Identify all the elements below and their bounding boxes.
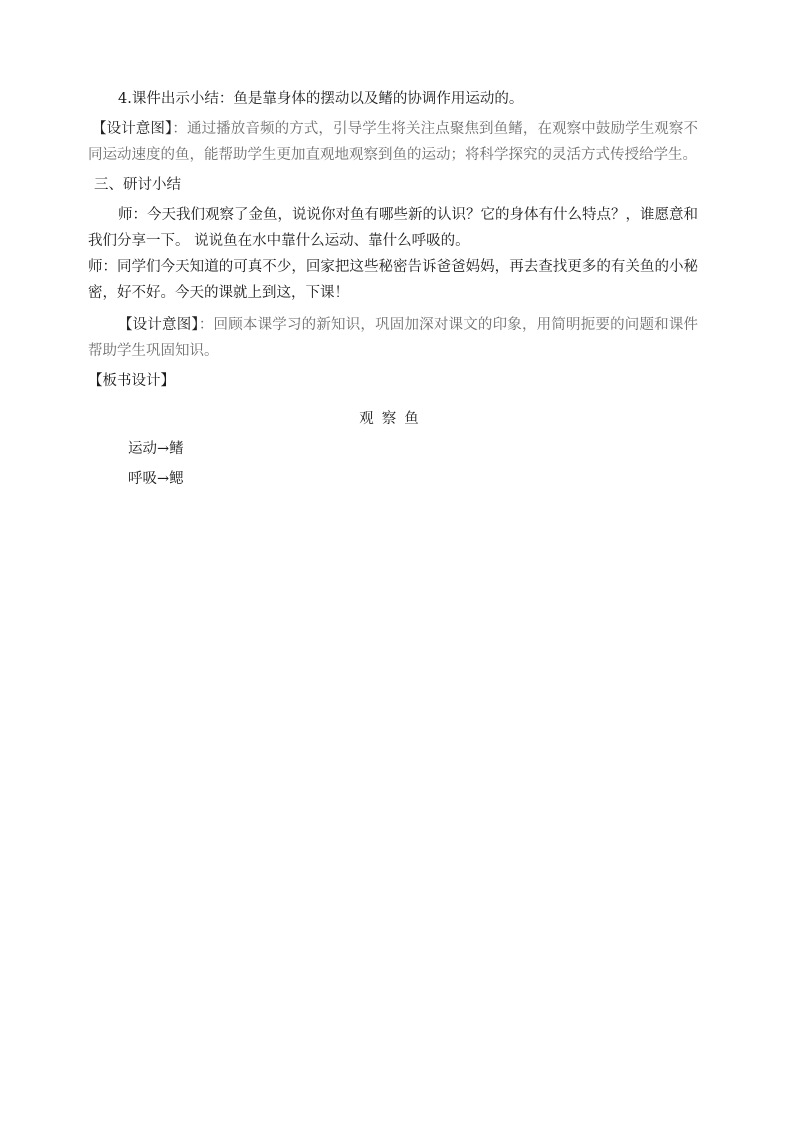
design-intent-label: 【设计意图】 [118,317,199,333]
design-intent-1 [88,116,698,168]
section-heading-discussion: 三、研讨小结 [94,177,181,193]
document-page [88,88,698,490]
design-intent-label: 【设计意图】 [92,121,173,137]
design-intent-2 [88,312,698,364]
teacher-line-1: 师：今天我们观察了金鱼，说说你对鱼有哪些新的认识？它的身体有什么特点？，谁愿意和我们分享一下。 说说鱼在水中靠什么运动、靠什么呼吸的。 [88,207,698,249]
teacher-line-2: 师：同学们今天知道的可真不少，回家把这些秘密告诉爸爸妈妈，再去查找更多的有关鱼的小秘密，好不好。今天的课就上到这，下课！ [88,259,698,301]
board-item-movement: 运动→鳍 [128,441,184,457]
item-4-summary: 4.课件出示小结：鱼是靠身体的摆动以及鳍的协调作用运动的。 [118,91,524,107]
board-design-heading: 【板书设计】 [88,373,175,389]
board-item-breathing: 呼吸→鳃 [128,471,184,487]
design-intent-text: ：通过播放音频的方式，引导学生将关注点聚焦到鱼鳍，在观察中鼓励学生观察不同运动速度的鱼，能帮助学生更加直观地观察到鱼的运动；将科学探究的灵活方式传授给学生。 [88,121,698,163]
board-title: 观察鱼 [359,411,427,427]
design-intent-text: ：回顾本课学习的新知识，巩固加深对课文的印象，用简明扼要的问题和课件帮助学生巩固知识。 [88,317,699,359]
